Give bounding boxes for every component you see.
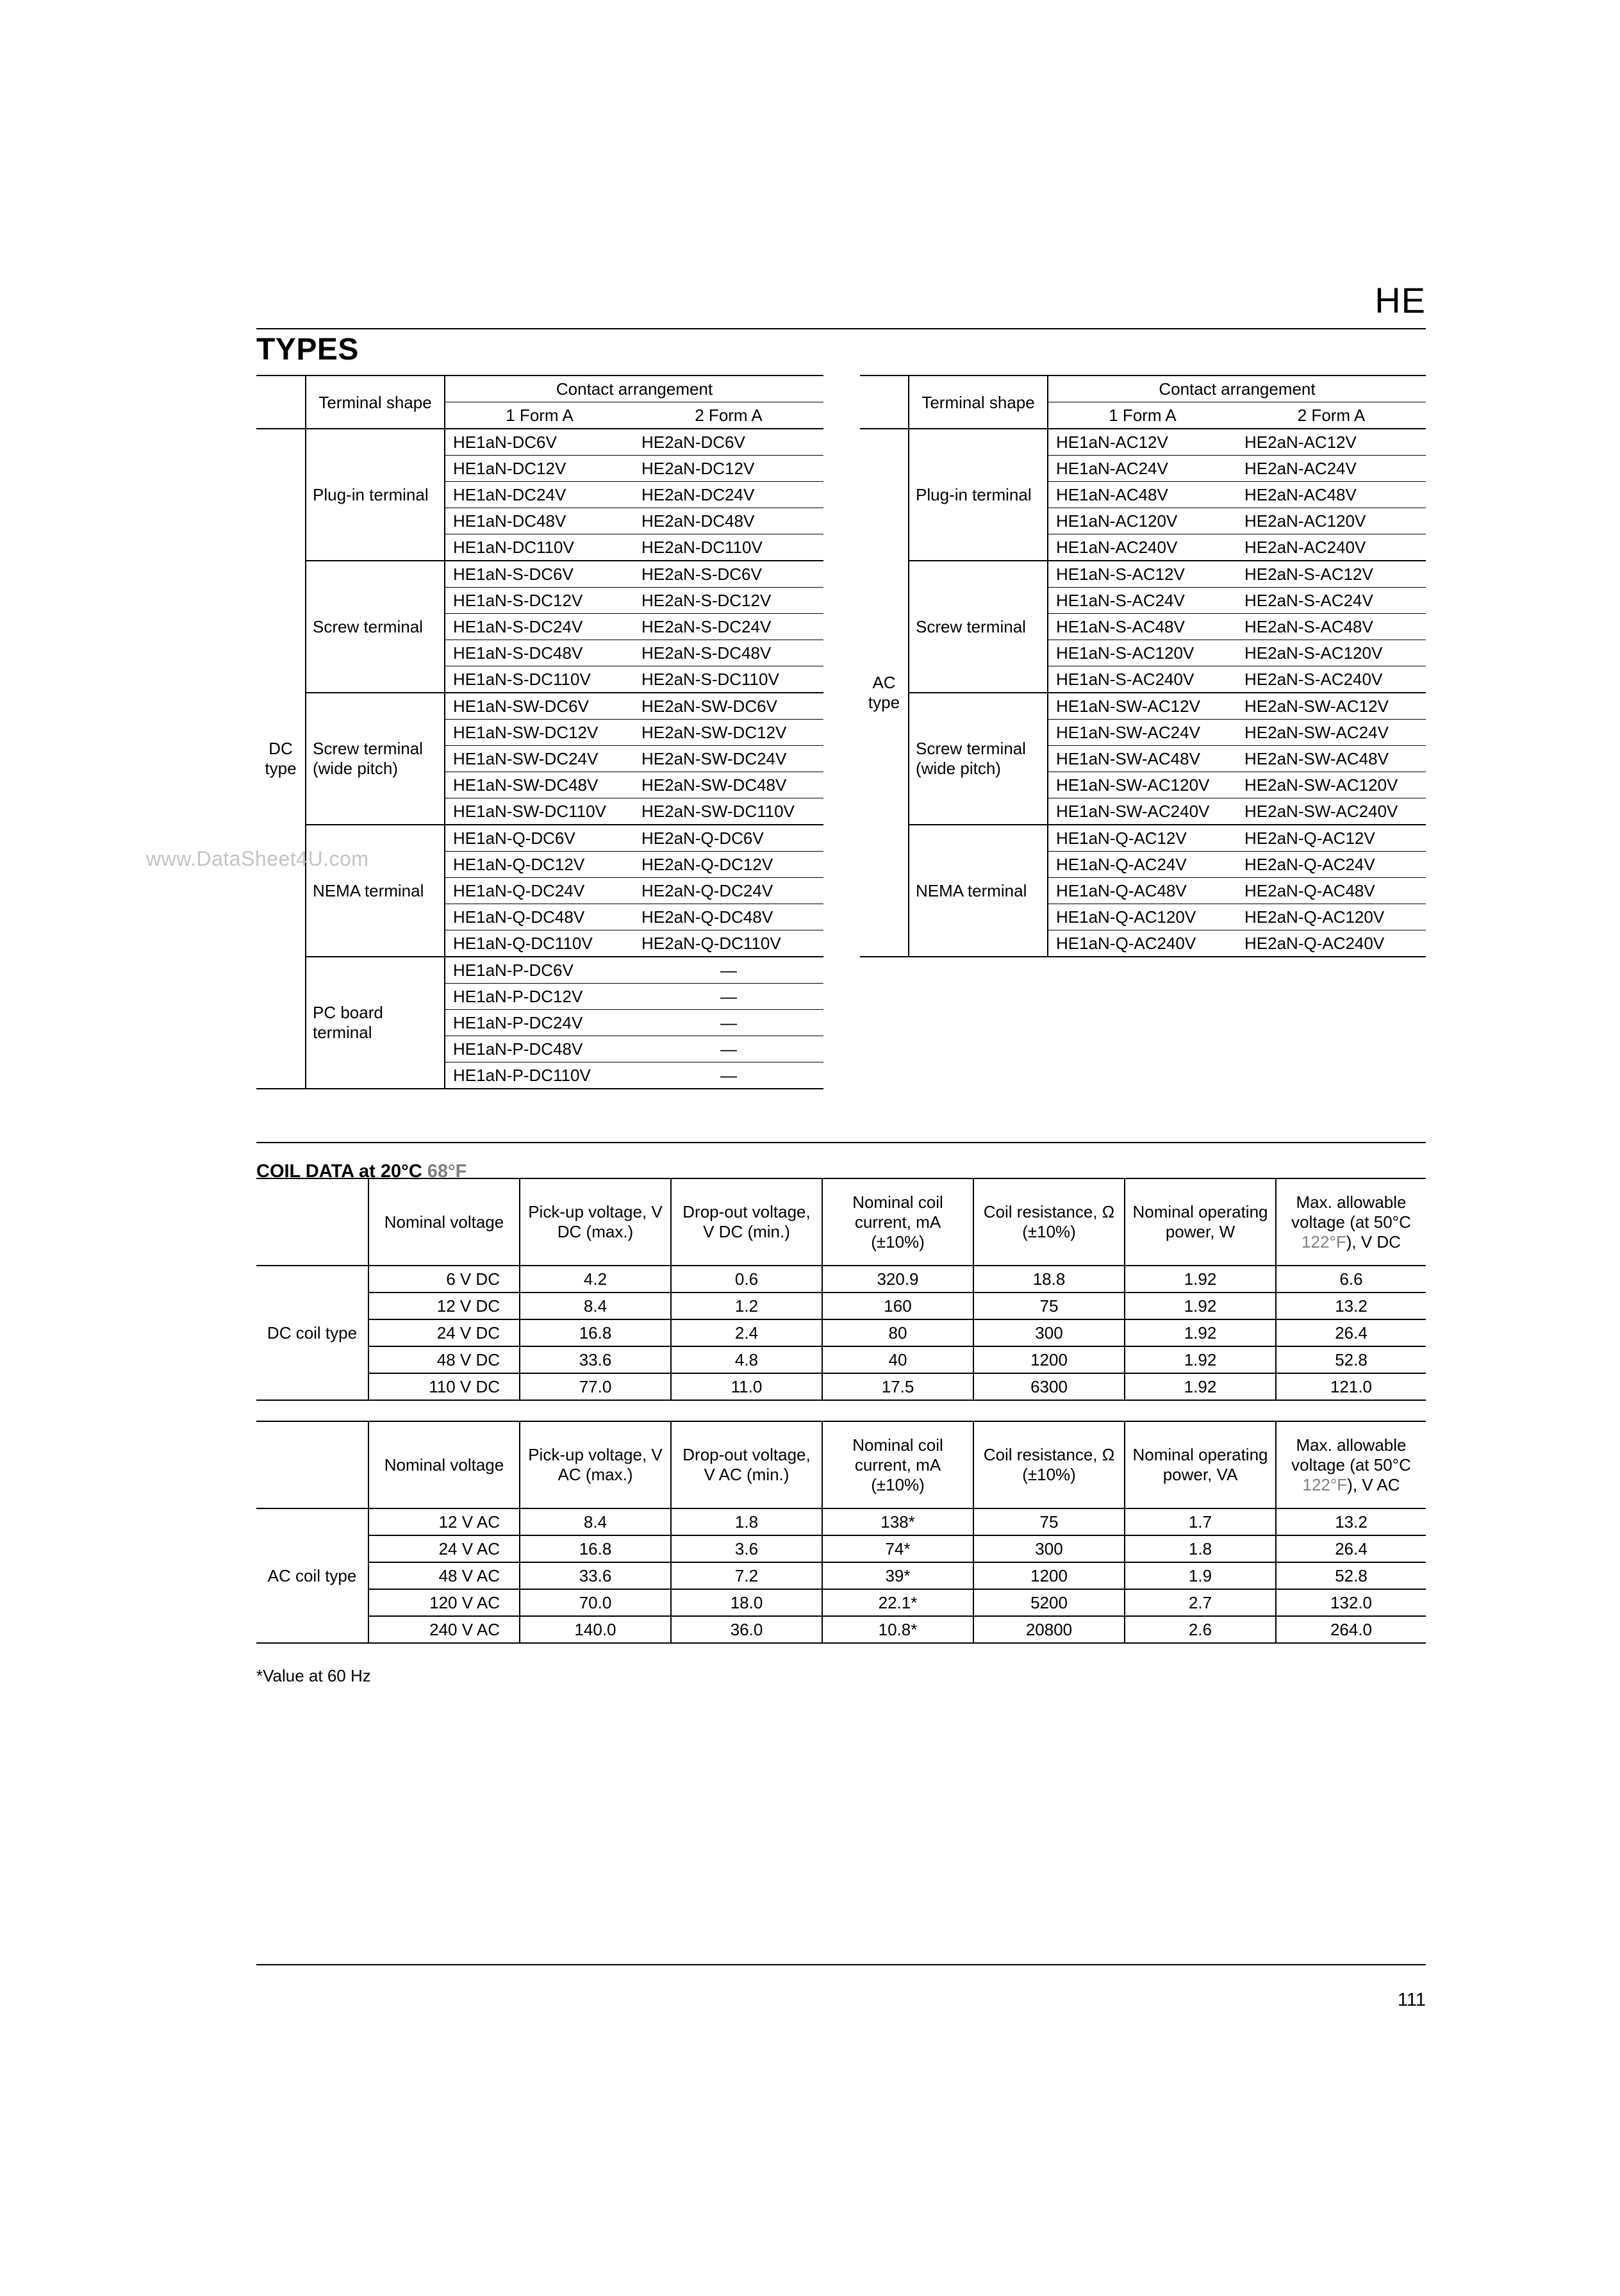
part-number-1a: HE1aN-P-DC12V <box>445 984 634 1010</box>
coil-header-nominal-voltage: Nominal voltage <box>368 1178 520 1266</box>
coil-row <box>256 1589 1426 1616</box>
part-number-2a: HE2aN-S-AC24V <box>1237 588 1426 614</box>
part-number-1a: HE1aN-AC240V <box>1048 534 1237 561</box>
coil-cell: 1200 <box>973 1562 1125 1589</box>
part-number-2a: HE2aN-DC110V <box>634 534 823 561</box>
coil-cell: 20800 <box>973 1616 1125 1643</box>
part-number-2a: HE2aN-SW-DC24V <box>634 746 823 772</box>
coil-header-row <box>256 1178 1426 1266</box>
coil-rule <box>256 1142 1426 1143</box>
part-number-2a: HE2aN-S-AC48V <box>1237 614 1426 640</box>
coil-cell: 1.92 <box>1125 1266 1276 1293</box>
part-number-1a: HE1aN-P-DC6V <box>445 957 634 984</box>
header-blank <box>256 376 306 429</box>
coil-cell: 77.0 <box>520 1373 671 1400</box>
ac-type-label: AC type <box>868 673 900 712</box>
coil-row <box>256 1508 1426 1535</box>
part-number-2a: HE2aN-S-DC110V <box>634 666 823 693</box>
part-number-2a: HE2aN-Q-DC12V <box>634 852 823 878</box>
part-number-1a: HE1aN-S-AC48V <box>1048 614 1237 640</box>
part-number-2a: HE2aN-AC48V <box>1237 482 1426 508</box>
part-number-1a: HE1aN-Q-AC240V <box>1048 930 1237 957</box>
part-number-1a: HE1aN-Q-AC24V <box>1048 852 1237 878</box>
part-number-2a: HE2aN-SW-DC48V <box>634 772 823 798</box>
terminal-shape-cell: NEMA terminal <box>306 825 445 957</box>
page-number: 111 <box>1397 1990 1426 2010</box>
part-number-2a: HE2aN-SW-DC12V <box>634 720 823 746</box>
coil-cell: 75 <box>973 1508 1125 1535</box>
part-number-2a: HE2aN-Q-AC48V <box>1237 878 1426 904</box>
part-number-1a: HE1aN-S-AC24V <box>1048 588 1237 614</box>
part-number-2a: HE2aN-SW-DC6V <box>634 693 823 720</box>
header-1-form-a: 1 Form A <box>1048 402 1237 429</box>
coil-cell: 8.4 <box>520 1508 671 1535</box>
types-row <box>256 693 823 720</box>
part-number-1a: HE1aN-S-DC6V <box>445 561 634 588</box>
part-number-2a: HE2aN-S-AC120V <box>1237 640 1426 666</box>
coil-cell: 10.8* <box>822 1616 973 1643</box>
part-number-1a: HE1aN-P-DC48V <box>445 1036 634 1062</box>
coil-cell: 1.8 <box>1125 1535 1276 1562</box>
header-terminal-shape: Terminal shape <box>306 376 445 429</box>
coil-cell: 11.0 <box>671 1373 822 1400</box>
part-number-2a: HE2aN-SW-AC120V <box>1237 772 1426 798</box>
coil-header-blank <box>256 1421 368 1508</box>
coil-cell: 1.2 <box>671 1293 822 1319</box>
part-number-1a: HE1aN-Q-DC24V <box>445 878 634 904</box>
part-number-2a: — <box>634 1036 823 1062</box>
coil-cell: 3.6 <box>671 1535 822 1562</box>
max-voltage-fahrenheit: 122°F <box>1302 1232 1346 1251</box>
part-number-2a: HE2aN-Q-DC48V <box>634 904 823 930</box>
header-1-form-a: 1 Form A <box>445 402 634 429</box>
part-number-2a: HE2aN-Q-AC240V <box>1244 934 1385 953</box>
part-number-2a: HE2aN-Q-AC120V <box>1237 904 1426 930</box>
coil-cell: 36.0 <box>671 1616 822 1643</box>
coil-cell: 17.5 <box>822 1373 973 1400</box>
coil-cell: 2.4 <box>671 1319 822 1346</box>
part-number-2a: — <box>634 957 823 984</box>
dc-type-label: DC type <box>265 739 297 778</box>
part-number-2a: HE2aN-SW-DC110V <box>634 798 823 825</box>
ac-coil-type-label: AC coil type <box>267 1566 357 1585</box>
coil-cell: 16.8 <box>520 1535 671 1562</box>
coil-cell: 1.7 <box>1125 1508 1276 1535</box>
part-number-1a: HE1aN-Q-DC48V <box>445 904 634 930</box>
part-number-2a: — <box>634 1010 823 1036</box>
part-number-2a: HE2aN-AC12V <box>1237 429 1426 456</box>
coil-cell: 24 V AC <box>368 1535 520 1562</box>
types-row <box>256 957 823 984</box>
part-number-2a: HE2aN-AC120V <box>1237 508 1426 534</box>
coil-cell: 120 V AC <box>368 1589 520 1616</box>
terminal-shape-cell: Screw terminal (wide pitch) <box>306 693 445 825</box>
coil-cell: 240 V AC <box>368 1616 520 1643</box>
coil-title: COIL DATA at 20°C 68°F <box>256 1161 467 1182</box>
coil-header-dropout: Drop-out voltage, V AC (min.) <box>671 1421 822 1508</box>
part-number-1a: HE1aN-DC48V <box>445 508 634 534</box>
coil-cell: 264.0 <box>1276 1616 1426 1643</box>
coil-cell: 2.7 <box>1125 1589 1276 1616</box>
part-number-1a: HE1aN-AC12V <box>1048 429 1237 456</box>
coil-cell: 1.9 <box>1125 1562 1276 1589</box>
coil-cell: 33.6 <box>520 1346 671 1373</box>
coil-row <box>256 1266 1426 1293</box>
terminal-shape-cell: Screw terminal <box>909 561 1048 693</box>
dc-coil-type-label: DC coil type <box>267 1323 358 1342</box>
part-number-1a: HE1aN-Q-DC12V <box>445 852 634 878</box>
ac-coil-table <box>256 1421 1426 1644</box>
coil-header-blank <box>256 1178 368 1266</box>
part-number-1a: HE1aN-P-DC24V <box>445 1010 634 1036</box>
coil-cell: 1.8 <box>671 1508 822 1535</box>
coil-cell: 70.0 <box>520 1589 671 1616</box>
coil-cell: 8.4 <box>520 1293 671 1319</box>
coil-header-power: Nominal operating power, VA <box>1125 1421 1276 1508</box>
coil-cell: 48 V DC <box>368 1346 520 1373</box>
terminal-shape-cell: Screw terminal (wide pitch) <box>909 693 1048 825</box>
coil-cell: 6 V DC <box>368 1266 520 1293</box>
coil-cell: 52.8 <box>1276 1562 1426 1589</box>
coil-cell: 18.8 <box>973 1266 1125 1293</box>
coil-cell: 4.2 <box>520 1266 671 1293</box>
coil-cell: 121.0 <box>1276 1373 1426 1400</box>
types-row <box>256 561 823 588</box>
part-number-1a: HE1aN-P-DC110V <box>445 1062 634 1089</box>
terminal-shape-cell: NEMA terminal <box>909 825 1048 957</box>
coil-cell: 40 <box>822 1346 973 1373</box>
coil-cell: 75 <box>973 1293 1125 1319</box>
coil-cell: 24 V DC <box>368 1319 520 1346</box>
coil-cell: 132.0 <box>1276 1589 1426 1616</box>
coil-cell: 22.1* <box>822 1589 973 1616</box>
part-number-1a: HE1aN-DC6V <box>445 429 634 456</box>
types-title: TYPES <box>256 333 359 367</box>
coil-cell: 12 V DC <box>368 1293 520 1319</box>
coil-cell: 4.8 <box>671 1346 822 1373</box>
types-row <box>256 429 823 456</box>
dc-coil-table <box>256 1178 1426 1401</box>
coil-cell: 26.4 <box>1276 1319 1426 1346</box>
coil-cell: 39* <box>822 1562 973 1589</box>
coil-cell: 13.2 <box>1276 1293 1426 1319</box>
part-number-2a: HE2aN-S-AC12V <box>1237 561 1426 588</box>
part-number-2a: HE2aN-Q-DC6V <box>634 825 823 852</box>
coil-cell: 48 V AC <box>368 1562 520 1589</box>
part-number-1a: HE1aN-Q-DC6V <box>445 825 634 852</box>
part-number-1a: HE1aN-AC120V <box>1048 508 1237 534</box>
dc-types-table <box>256 375 823 1089</box>
coil-cell: 7.2 <box>671 1562 822 1589</box>
part-number-1a: HE1aN-Q-AC48V <box>1048 878 1237 904</box>
part-number-1a: HE1aN-SW-AC24V <box>1048 720 1237 746</box>
coil-cell: 2.6 <box>1125 1616 1276 1643</box>
part-number-2a: HE2aN-DC12V <box>634 456 823 482</box>
coil-row <box>256 1293 1426 1319</box>
terminal-shape-cell: Screw terminal <box>306 561 445 693</box>
part-number-2a: HE2aN-DC6V <box>634 429 823 456</box>
part-number-2a: HE2aN-AC24V <box>1237 456 1426 482</box>
part-number-2a: — <box>634 984 823 1010</box>
coil-cell: 320.9 <box>822 1266 973 1293</box>
coil-cell: 74* <box>822 1535 973 1562</box>
part-number-1a: HE1aN-Q-DC110V <box>445 930 634 957</box>
part-number-2a: HE2aN-SW-AC240V <box>1237 798 1426 825</box>
coil-cell: 1200 <box>973 1346 1125 1373</box>
coil-cell: 140.0 <box>520 1616 671 1643</box>
coil-row <box>256 1346 1426 1373</box>
coil-cell: 12 V AC <box>368 1508 520 1535</box>
part-number-1a: HE1aN-AC48V <box>1048 482 1237 508</box>
part-number-2a: HE2aN-S-AC240V <box>1237 666 1426 693</box>
part-number-1a: HE1aN-DC110V <box>445 534 634 561</box>
footer-rule <box>256 1964 1426 1965</box>
header-2-form-a: 2 Form A <box>1237 402 1426 429</box>
part-number-2a: HE2aN-DC24V <box>634 482 823 508</box>
coil-header-max-voltage <box>1276 1178 1426 1266</box>
ac-types-table <box>860 375 1426 957</box>
coil-header-current: Nominal coil current, mA (±10%) <box>822 1421 973 1508</box>
coil-cell: 300 <box>973 1319 1125 1346</box>
terminal-shape-cell: Plug-in terminal <box>306 429 445 561</box>
part-number-1a: HE1aN-SW-AC12V <box>1048 693 1237 720</box>
part-number-1a: HE1aN-S-AC240V <box>1048 666 1237 693</box>
coil-row <box>256 1562 1426 1589</box>
part-number-1a: HE1aN-SW-AC48V <box>1048 746 1237 772</box>
coil-cell: 138* <box>822 1508 973 1535</box>
coil-cell: 1.92 <box>1125 1373 1276 1400</box>
part-number-1a: HE1aN-SW-DC110V <box>445 798 634 825</box>
max-voltage-text: Max. allowable voltage (at 50°C <box>1291 1435 1411 1474</box>
types-header-row <box>256 376 823 402</box>
part-number-2a: HE2aN-Q-DC24V <box>634 878 823 904</box>
coil-header-pickup: Pick-up voltage, V AC (max.) <box>520 1421 671 1508</box>
part-number-2a: HE2aN-S-DC48V <box>634 640 823 666</box>
part-number-2a: HE2aN-S-DC12V <box>634 588 823 614</box>
coil-cell: 6.6 <box>1276 1266 1426 1293</box>
part-number-1a: HE1aN-AC24V <box>1048 456 1237 482</box>
coil-cell: 1.92 <box>1125 1346 1276 1373</box>
coil-header-resistance: Coil resistance, Ω (±10%) <box>973 1421 1125 1508</box>
part-number-1a: HE1aN-S-DC12V <box>445 588 634 614</box>
part-number-2a: HE2aN-DC48V <box>634 508 823 534</box>
header-rule <box>256 328 1426 329</box>
header-contact-arrangement: Contact arrangement <box>445 376 823 402</box>
coil-cell: 16.8 <box>520 1319 671 1346</box>
types-row <box>860 693 1426 720</box>
coil-header-power: Nominal operating power, W <box>1125 1178 1276 1266</box>
coil-cell: 0.6 <box>671 1266 822 1293</box>
part-number-2a: HE2aN-S-DC24V <box>634 614 823 640</box>
max-voltage-fahrenheit: 122°F <box>1302 1474 1348 1494</box>
part-number-1a: HE1aN-Q-AC120V <box>1048 904 1237 930</box>
types-row <box>860 561 1426 588</box>
coil-header-max-voltage <box>1276 1421 1426 1508</box>
header-2-form-a: 2 Form A <box>634 402 823 429</box>
part-number-1a: HE1aN-S-AC12V <box>1048 561 1237 588</box>
coil-cell: 110 V DC <box>368 1373 520 1400</box>
part-number-1a: HE1aN-SW-AC120V <box>1048 772 1237 798</box>
coil-cell: 1.92 <box>1125 1319 1276 1346</box>
header-terminal-shape: Terminal shape <box>909 376 1048 429</box>
part-number-2a: HE2aN-Q-AC12V <box>1237 825 1426 852</box>
max-voltage-text: Max. allowable voltage (at 50°C <box>1291 1192 1411 1232</box>
coil-row <box>256 1616 1426 1643</box>
coil-row <box>256 1319 1426 1346</box>
header-blank <box>860 376 909 429</box>
coil-cell: 18.0 <box>671 1589 822 1616</box>
coil-cell: 160 <box>822 1293 973 1319</box>
coil-cell: 6300 <box>973 1373 1125 1400</box>
part-number-2a: HE2aN-S-DC6V <box>634 561 823 588</box>
coil-cell: 5200 <box>973 1589 1125 1616</box>
part-number-2a: HE2aN-SW-AC12V <box>1237 693 1426 720</box>
coil-cell: 1.92 <box>1125 1293 1276 1319</box>
part-number-1a: HE1aN-S-AC120V <box>1048 640 1237 666</box>
coil-header-dropout: Drop-out voltage, V DC (min.) <box>671 1178 822 1266</box>
coil-cell: 80 <box>822 1319 973 1346</box>
types-row <box>860 429 1426 456</box>
series-tag: HE <box>1375 280 1426 320</box>
part-number-1a: HE1aN-SW-AC240V <box>1048 798 1237 825</box>
terminal-shape-cell: Plug-in terminal <box>909 429 1048 561</box>
terminal-shape-cell: PC board terminal <box>306 957 445 1089</box>
coil-cell: 13.2 <box>1276 1508 1426 1535</box>
part-number-2a: HE2aN-Q-DC110V <box>634 930 823 957</box>
part-number-2a: HE2aN-SW-AC48V <box>1237 746 1426 772</box>
coil-header-pickup: Pick-up voltage, V DC (max.) <box>520 1178 671 1266</box>
part-number-1a: HE1aN-SW-DC48V <box>445 772 634 798</box>
part-number-1a: HE1aN-DC24V <box>445 482 634 508</box>
watermark: www.DataSheet4U.com <box>146 847 369 870</box>
coil-cell: 300 <box>973 1535 1125 1562</box>
part-number-1a: HE1aN-SW-DC6V <box>445 693 634 720</box>
part-number-1a: HE1aN-SW-DC12V <box>445 720 634 746</box>
part-number-2a: — <box>720 1066 737 1085</box>
max-voltage-unit: ), V AC <box>1347 1474 1400 1494</box>
coil-cell: 52.8 <box>1276 1346 1426 1373</box>
coil-row <box>256 1535 1426 1562</box>
coil-header-row <box>256 1421 1426 1508</box>
part-number-1a: HE1aN-SW-DC24V <box>445 746 634 772</box>
part-number-2a: HE2aN-AC240V <box>1237 534 1426 561</box>
part-number-1a: HE1aN-S-DC48V <box>445 640 634 666</box>
coil-header-nominal-voltage: Nominal voltage <box>368 1421 520 1508</box>
coil-row <box>256 1373 1426 1400</box>
types-header-row <box>860 376 1426 402</box>
footnote: *Value at 60 Hz <box>256 1666 371 1685</box>
coil-cell: 33.6 <box>520 1562 671 1589</box>
max-voltage-unit: ), V DC <box>1346 1232 1401 1251</box>
coil-header-resistance: Coil resistance, Ω (±10%) <box>973 1178 1125 1266</box>
part-number-2a: HE2aN-SW-AC24V <box>1237 720 1426 746</box>
types-row <box>860 825 1426 852</box>
part-number-1a: HE1aN-S-DC110V <box>445 666 634 693</box>
part-number-1a: HE1aN-DC12V <box>445 456 634 482</box>
coil-header-current: Nominal coil current, mA (±10%) <box>822 1178 973 1266</box>
part-number-1a: HE1aN-Q-AC12V <box>1048 825 1237 852</box>
part-number-1a: HE1aN-S-DC24V <box>445 614 634 640</box>
coil-cell: 26.4 <box>1276 1535 1426 1562</box>
part-number-2a: HE2aN-Q-AC24V <box>1237 852 1426 878</box>
header-contact-arrangement: Contact arrangement <box>1048 376 1426 402</box>
